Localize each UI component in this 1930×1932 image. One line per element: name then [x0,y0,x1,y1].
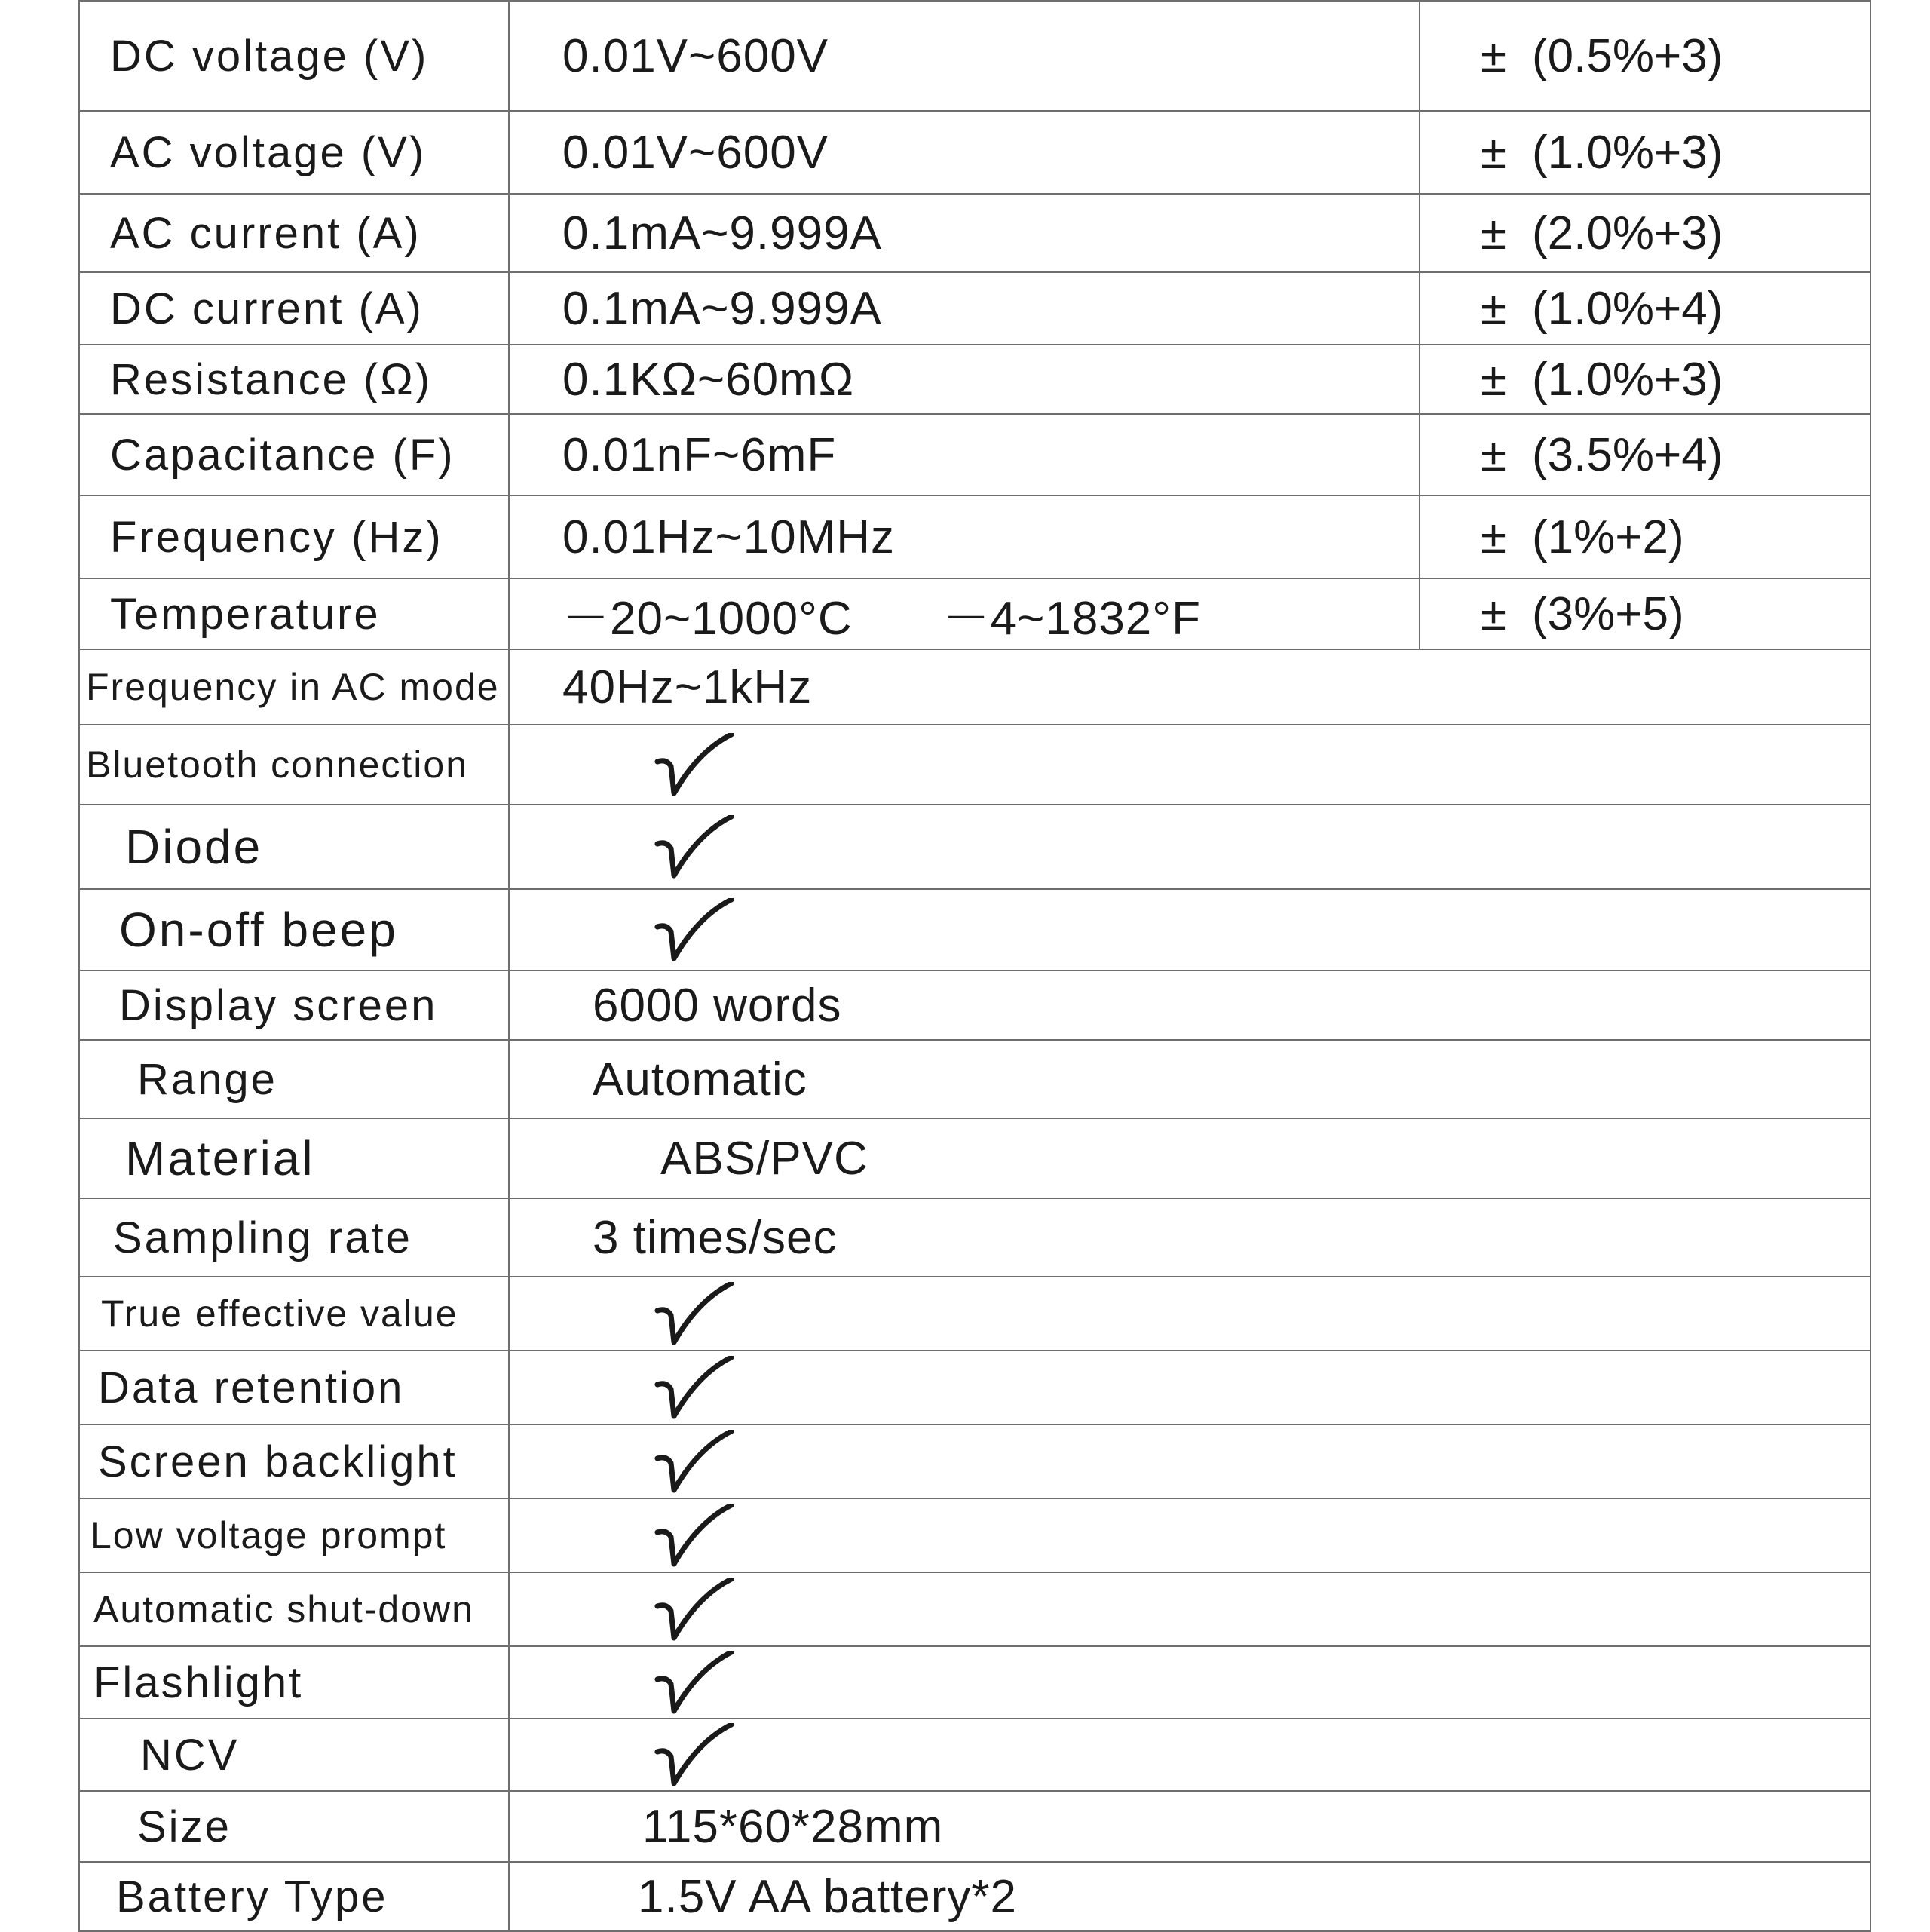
feature-value: 115*60*28mm [509,1791,1870,1862]
spec-value: 0.1KΩ~60mΩ [509,345,1420,414]
feature-label: Low voltage prompt [79,1498,509,1572]
checkmark-icon [653,1723,736,1786]
spec-table [78,0,1871,1932]
feature-row [79,1719,1870,1791]
feature-row [79,1277,1870,1351]
checkmark-icon [653,1282,736,1345]
spec-row-dc-current [79,272,1870,345]
feature-row [79,1572,1870,1646]
plus-minus-symbol: ± [1481,126,1507,179]
feature-label: Automatic shut-down [79,1572,509,1646]
checkmark-icon [653,1430,736,1493]
accuracy-value: (1%+2) [1532,511,1684,563]
feature-label: Range [79,1040,509,1118]
spec-accuracy [1420,272,1870,345]
spec-label: Resistance (Ω) [79,345,509,414]
spec-accuracy [1420,345,1870,414]
checkmark-icon [653,1504,736,1567]
spec-value: 0.01nF~6mF [509,414,1420,495]
accuracy-value: (3.5%+4) [1532,428,1723,481]
spec-accuracy [1420,111,1870,194]
spec-row-frequency [79,495,1870,578]
spec-row-capacitance [79,414,1870,495]
spec-accuracy [1420,414,1870,495]
checkmark-icon [653,898,736,961]
feature-row [79,1351,1870,1424]
accuracy-value: (3%+5) [1532,587,1684,640]
feature-value: 1.5V AA battery*2 [509,1862,1870,1931]
feature-label: True effective value [79,1277,509,1351]
checkmark-icon [653,1356,736,1419]
checkmark-cell [509,1351,1870,1424]
feature-label: Size [79,1791,509,1862]
checkmark-icon [653,1578,736,1641]
feature-row [79,1646,1870,1719]
checkmark-cell [509,1646,1870,1719]
plus-minus-symbol: ± [1481,282,1507,335]
feature-row [79,1862,1870,1931]
checkmark-icon [653,1651,736,1714]
spec-label: DC current (A) [79,272,509,345]
accuracy-value: (0.5%+3) [1532,29,1723,82]
spec-label: DC voltage (V) [79,1,509,111]
feature-row [79,889,1870,971]
accuracy-value: (1.0%+3) [1532,126,1723,179]
spec-row-resistance [79,345,1870,414]
spec-value: 0.01V~600V [509,1,1420,111]
spec-accuracy [1420,1,1870,111]
spec-accuracy [1420,578,1870,649]
checkmark-cell [509,725,1870,805]
feature-row [79,1040,1870,1118]
spec-value: 0.01Hz~10MHz [509,495,1420,578]
plus-minus-symbol: ± [1481,353,1507,406]
checkmark-cell [509,1498,1870,1572]
spec-value: 0.01V~600V [509,111,1420,194]
spec-value: 0.1mA~9.999A [509,272,1420,345]
feature-label: Diode [79,805,509,889]
checkmark-cell [509,1277,1870,1351]
spec-value [509,578,1420,649]
feature-row [79,1198,1870,1277]
checkmark-cell [509,1572,1870,1646]
spec-value: 0.1mA~9.999A [509,194,1420,272]
spec-accuracy [1420,194,1870,272]
feature-row [79,1424,1870,1498]
feature-label: Flashlight [79,1646,509,1719]
plus-minus-symbol: ± [1481,428,1507,481]
feature-row [79,1498,1870,1572]
spec-row-temperature [79,578,1870,649]
feature-row [79,805,1870,889]
plus-minus-symbol: ± [1481,29,1507,82]
feature-row [79,971,1870,1040]
spec-label: Temperature [79,578,509,649]
checkmark-icon [653,815,736,879]
accuracy-value: (1.0%+3) [1532,353,1723,406]
spec-label: Frequency (Hz) [79,495,509,578]
feature-label: Bluetooth connection [79,725,509,805]
spec-row-ac-current [79,194,1870,272]
feature-label: Sampling rate [79,1198,509,1277]
plus-minus-symbol: ± [1481,587,1507,640]
feature-label: On-off beep [79,889,509,971]
feature-label: Battery Type [79,1862,509,1931]
checkmark-cell [509,1424,1870,1498]
spec-label: Capacitance (F) [79,414,509,495]
spec-label: AC voltage (V) [79,111,509,194]
feature-value: 40Hz~1kHz [509,649,1870,725]
feature-label: Material [79,1118,509,1198]
spec-row-dc-voltage [79,1,1870,111]
feature-label: Data retention [79,1351,509,1424]
spec-accuracy [1420,495,1870,578]
feature-row [79,725,1870,805]
spec-label: AC current (A) [79,194,509,272]
accuracy-value: (1.0%+4) [1532,282,1723,335]
temperature-celsius: －20~1000°C [562,592,853,645]
checkmark-icon [653,733,736,796]
spec-row-ac-voltage [79,111,1870,194]
checkmark-cell [509,805,1870,889]
feature-label: NCV [79,1719,509,1791]
feature-label: Screen backlight [79,1424,509,1498]
checkmark-cell [509,1719,1870,1791]
temperature-fahrenheit: －4~1832°F [942,592,1201,645]
feature-value: 3 times/sec [509,1198,1870,1277]
feature-label: Display screen [79,971,509,1040]
checkmark-cell [509,889,1870,971]
feature-row [79,1118,1870,1198]
plus-minus-symbol: ± [1481,511,1507,563]
accuracy-value: (2.0%+3) [1532,207,1723,259]
plus-minus-symbol: ± [1481,207,1507,259]
feature-label: Frequency in AC mode [79,649,509,725]
feature-row [79,1791,1870,1862]
feature-value: ABS/PVC [509,1118,1870,1198]
feature-value: 6000 words [509,971,1870,1040]
feature-row [79,649,1870,725]
feature-value: Automatic [509,1040,1870,1118]
